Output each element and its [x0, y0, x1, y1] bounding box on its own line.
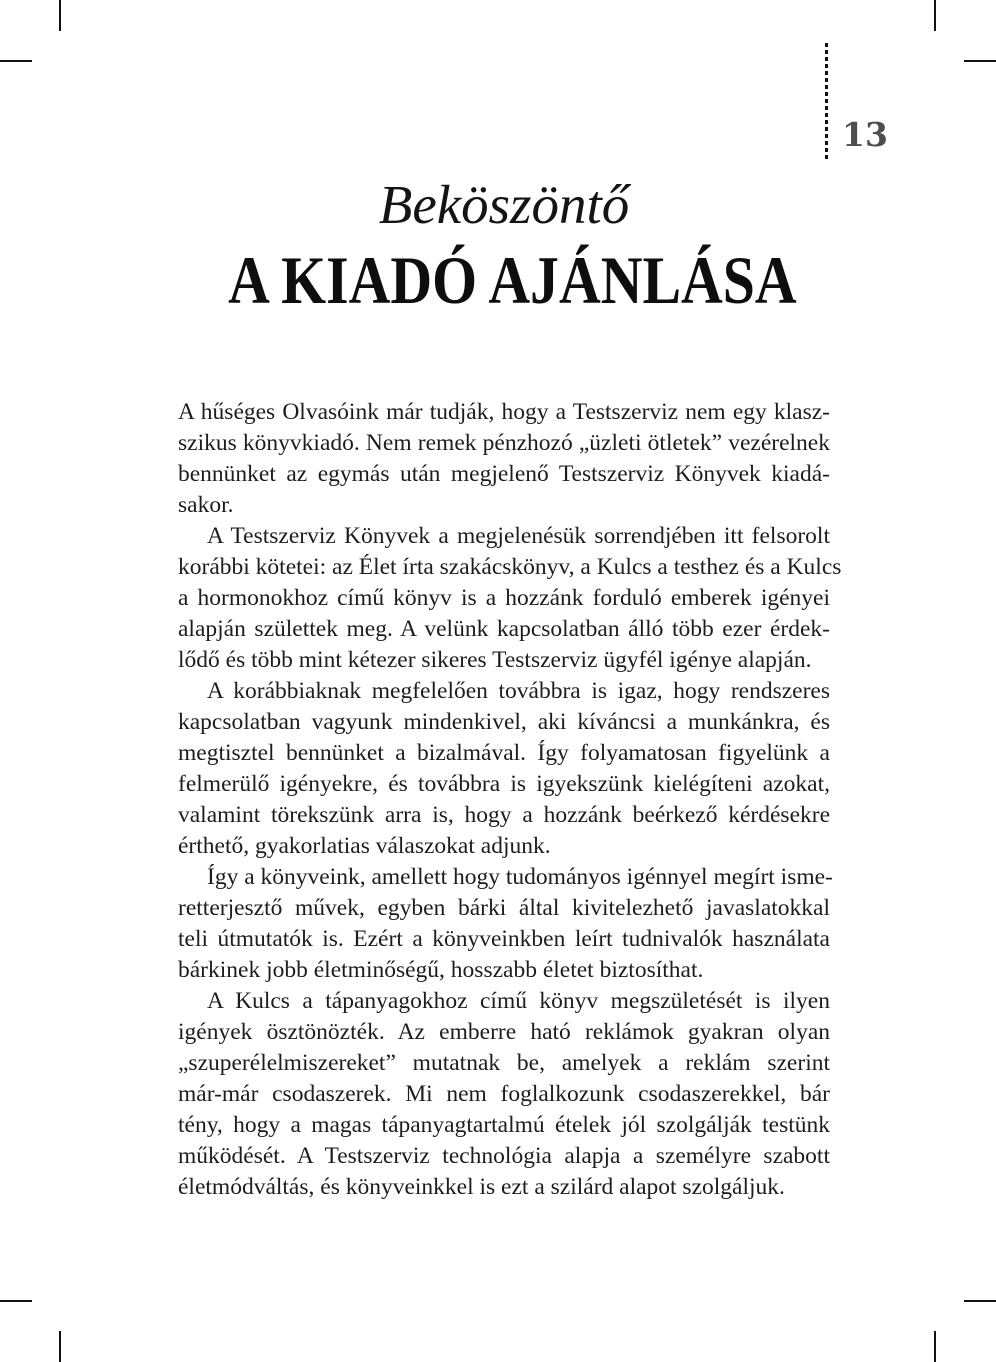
body-line: kapcsolatban vagyunk mindenkivel, aki kíváncsi a munkánkra, és — [178, 709, 830, 735]
body-line: Így a könyveink, amellett hogy tudományos igénnyel megírt isme- — [207, 864, 833, 890]
margin-dotted-rule — [825, 43, 828, 161]
body-line: tény, hogy a magas tápanyagtartalmú ételek jól szolgálják testünk — [178, 1112, 830, 1138]
page-title-text: A KIADÓ AJÁNLÁSA — [228, 242, 797, 318]
body-text — [178, 397, 842, 1203]
body-line: valamint törekszünk arra is, hogy a hozzánk beérkező kérdésekre — [178, 802, 830, 828]
body-line: megtisztel bennünket a bizalmával. Így folyamatosan figyelünk a — [178, 740, 830, 766]
trim-mark-bottom-left-vertical — [59, 1331, 61, 1362]
body-line: igények ösztönözték. Az emberre ható reklámok gyakran olyan — [178, 1019, 830, 1045]
body-line: bennünket az egymás után megjelenő Testszerviz Könyvek kiadá- — [178, 461, 830, 487]
paragraph — [178, 862, 833, 986]
page-number: 13 — [842, 115, 888, 154]
body-line: „szuperélelmiszereket” mutatnak be, amelyek a reklám szerint — [178, 1050, 830, 1076]
body-line: sakor. — [178, 492, 234, 518]
body-line: korábbi kötetei: az Élet írta szakácskönyv, a Kulcs a testhez és a Kulcs — [178, 554, 842, 580]
trim-mark-top-right-vertical — [934, 0, 936, 31]
body-line: retterjesztő művek, egyben bárki által kivitelezhető javaslatokkal — [178, 895, 830, 921]
body-line: teli útmutatók is. Ezért a könyveinkben leírt tudnivalók használata — [178, 926, 830, 952]
body-line: felmerülő igényekre, és továbbra is igyekszünk kielégíteni azokat, — [178, 771, 830, 797]
body-line: életmódváltás, és könyveinkkel is ezt a szilárd alapot szolgáljuk. — [178, 1174, 785, 1200]
body-line: bárkinek jobb életminőségű, hosszabb életet biztosíthat. — [178, 957, 704, 983]
section-kicker: Beköszöntő — [378, 174, 630, 235]
body-line: érthető, gyakorlatias válaszokat adjunk. — [178, 833, 551, 859]
trim-mark-top-left-vertical — [59, 0, 61, 31]
paragraph — [178, 397, 830, 521]
paragraph — [178, 676, 830, 862]
body-line: a hormonokhoz című könyv is a hozzánk forduló emberek igényei — [178, 585, 830, 611]
body-line: működését. A Testszerviz technológia alapja a személyre szabott — [178, 1143, 830, 1169]
trim-mark-top-left-horizontal — [0, 60, 32, 62]
trim-mark-bottom-left-horizontal — [0, 1300, 32, 1302]
body-line: alapján születtek meg. A velünk kapcsolatban álló több ezer érdek- — [178, 616, 830, 642]
body-line: lődő és több mint kétezer sikeres Testszerviz ügyfél igénye alapján. — [178, 647, 812, 673]
paragraph — [178, 986, 830, 1203]
body-line: szikus könyvkiadó. Nem remek pénzhozó „üzleti ötletek” vezérelnek — [178, 430, 830, 456]
trim-mark-bottom-right-horizontal — [964, 1300, 996, 1302]
body-line: A korábbiaknak megfelelően továbbra is igaz, hogy rendszeres — [207, 678, 830, 704]
paragraph — [178, 521, 842, 676]
page-title — [178, 242, 830, 318]
body-line: A hűséges Olvasóink már tudják, hogy a Testszerviz nem egy klasz- — [178, 399, 830, 425]
body-line: A Kulcs a tápanyagokhoz című könyv megszületését is ilyen — [207, 988, 830, 1014]
trim-mark-bottom-right-vertical — [934, 1331, 936, 1362]
body-line: már-már csodaszerek. Mi nem foglalkozunk csodaszerekkel, bár — [178, 1081, 830, 1107]
trim-mark-top-right-horizontal — [964, 60, 996, 62]
body-line: A Testszerviz Könyvek a megjelenésük sorrendjében itt felsorolt — [207, 523, 830, 549]
